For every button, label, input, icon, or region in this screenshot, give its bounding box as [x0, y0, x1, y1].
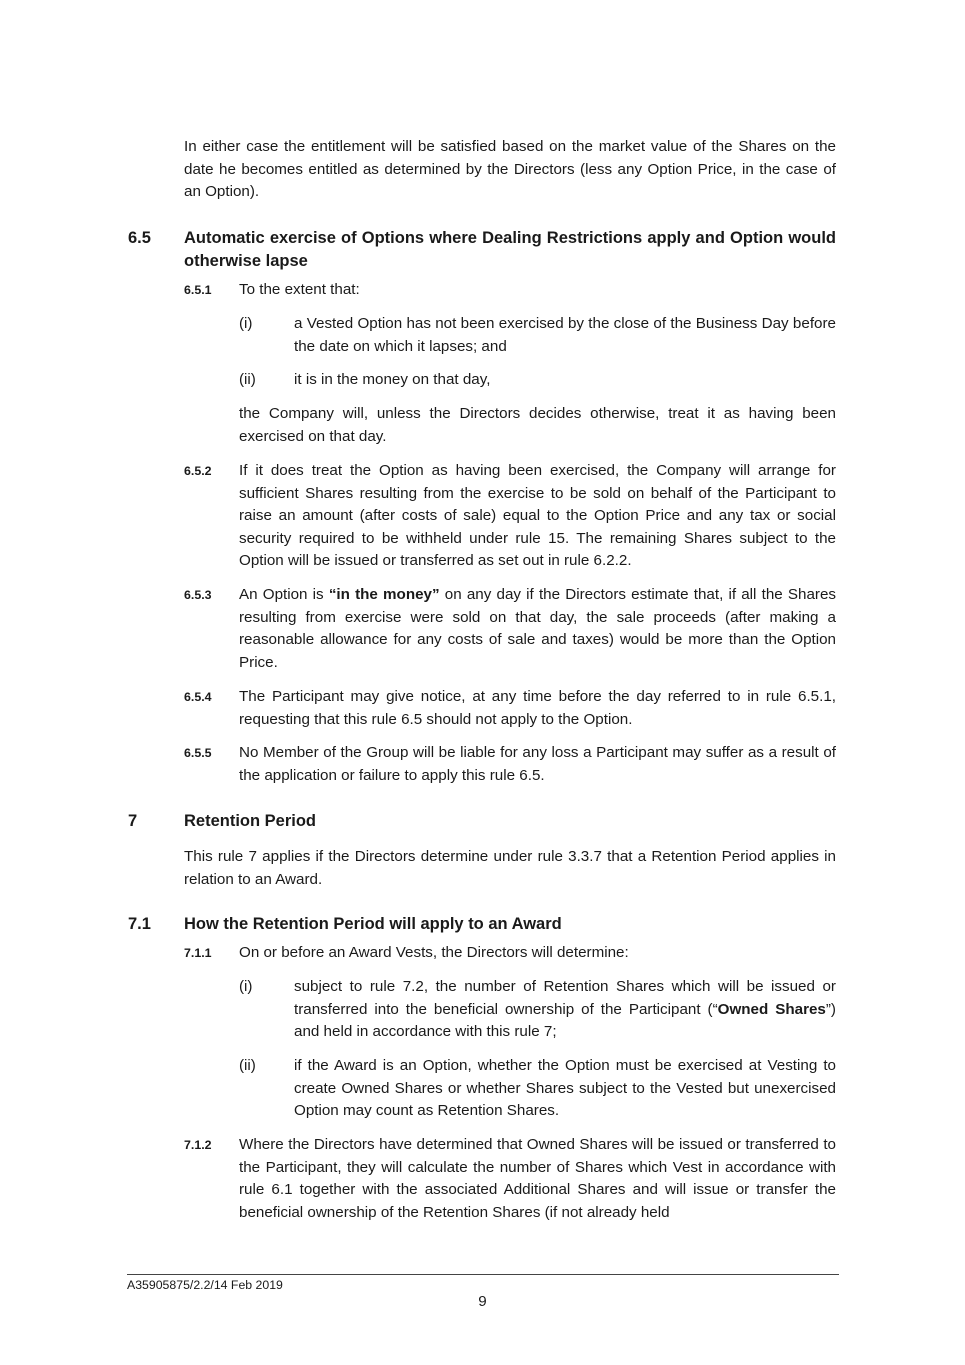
page-number: 9 — [478, 1293, 487, 1310]
owned-shares-term: Owned Shares — [717, 1000, 826, 1018]
clause-6-5-1-i-label: (i) — [239, 315, 253, 332]
clause-6-5-3-text — [239, 584, 836, 674]
clause-6-5-2-number: 6.5.2 — [184, 464, 212, 478]
clause-7-1-2-number: 7.1.2 — [184, 1138, 212, 1152]
clause-7-1-1-i-text — [294, 976, 836, 1044]
clause-7-1-1-i-lead: subject to rule 7.2, the number of Retention Shares which will be issued or transferred into the beneficial ownership of the Participant (“ — [294, 978, 836, 1018]
clause-6-5-1-ii-label: (ii) — [239, 371, 256, 388]
clause-6-5-3-lead: An Option is — [239, 586, 329, 603]
clause-6-5-4-number: 6.5.4 — [184, 690, 212, 704]
clause-7-1-1-ii-label: (ii) — [239, 1057, 256, 1074]
clause-6-5-4-text: The Participant may give notice, at any time before the day referred to in rule 6.5.1, requesting that this rule 6.5 should not apply to the Option. — [239, 688, 836, 728]
section-6-5-heading: Automatic exercise of Options where Dealing Restrictions apply and Option would otherwise lapse — [184, 229, 836, 270]
clause-6-5-1-conclusion: the Company will, unless the Directors decides otherwise, treat it as having been exercised on that day. — [239, 405, 836, 445]
section-7-1-heading: How the Retention Period will apply to an Award — [184, 915, 562, 933]
footer-divider — [127, 1274, 839, 1275]
clause-7-1-1-number: 7.1.1 — [184, 946, 212, 960]
document-reference: A35905875/2.2/14 Feb 2019 — [127, 1278, 283, 1292]
intro-paragraph: In either case the entitlement will be satisfied based on the market value of the Shares on the date he becomes entitled as determined by the Directors (less any Option Price, in the case of an Option). — [184, 138, 836, 201]
clause-6-5-5-text: No Member of the Group will be liable for any loss a Participant may suffer as a result of the application or failure to apply this rule 6.5. — [239, 744, 836, 784]
clause-6-5-1-i-text: a Vested Option has not been exercised by the close of the Business Day before the date on which it lapses; and — [294, 315, 836, 355]
section-7-number: 7 — [128, 812, 138, 830]
clause-6-5-1-ii-text: it is in the money on that day, — [294, 371, 491, 388]
clause-7-1-2-text: Where the Directors have determined that Owned Shares will be issued or transferred to the Participant, they will calculate the number of Shares which Vest in accordance with rule 6.1 together with the associated Additional Shares and will issue or transfer the beneficial ownership of the Retention Shares (if not already held — [239, 1136, 836, 1221]
clause-6-5-3-rest: on any day if the Directors estimate that, if all the Shares resulting from exercise were sold on that day, the sale proceeds (after making a reasonable allowance for any costs of sale and taxes) would be more than the Option Price. — [239, 586, 837, 671]
section-6-5-number: 6.5 — [128, 229, 151, 247]
clause-6-5-2-text: If it does treat the Option as having been exercised, the Company will arrange for sufficient Shares resulting from the exercise to be sold on behalf of the Participant to raise an amount (after costs of sale) equal to the Option Price and any tax or social security required to be withheld under rule 15. The remaining Shares subject to the Option will be issued or transferred as set out in rule 6.2.2. — [239, 462, 836, 570]
clause-6-5-5-number: 6.5.5 — [184, 746, 212, 760]
section-7-1-number: 7.1 — [128, 915, 151, 933]
clause-6-5-3-number: 6.5.3 — [184, 588, 212, 602]
clause-7-1-1-i-rest: ”) and held in accordance with this rule 7; — [294, 1000, 836, 1041]
section-7-heading: Retention Period — [184, 812, 317, 830]
clause-7-1-1-text: On or before an Award Vests, the Directors will determine: — [239, 944, 629, 961]
section-7-intro: This rule 7 applies if the Directors determine under rule 3.3.7 that a Retention Period applies in relation to an Award. — [184, 848, 836, 888]
clause-6-5-1-number: 6.5.1 — [184, 283, 212, 297]
in-the-money-term: “in the money” — [328, 586, 440, 603]
clause-7-1-1-i-label: (i) — [239, 978, 253, 995]
clause-6-5-1-text: To the extent that: — [239, 281, 360, 298]
clause-7-1-1-ii-text: if the Award is an Option, whether the Option must be exercised at Vesting to create Owned Shares or whether Shares subject to the Vested but unexercised Option may count as Retention Shares. — [294, 1057, 836, 1120]
